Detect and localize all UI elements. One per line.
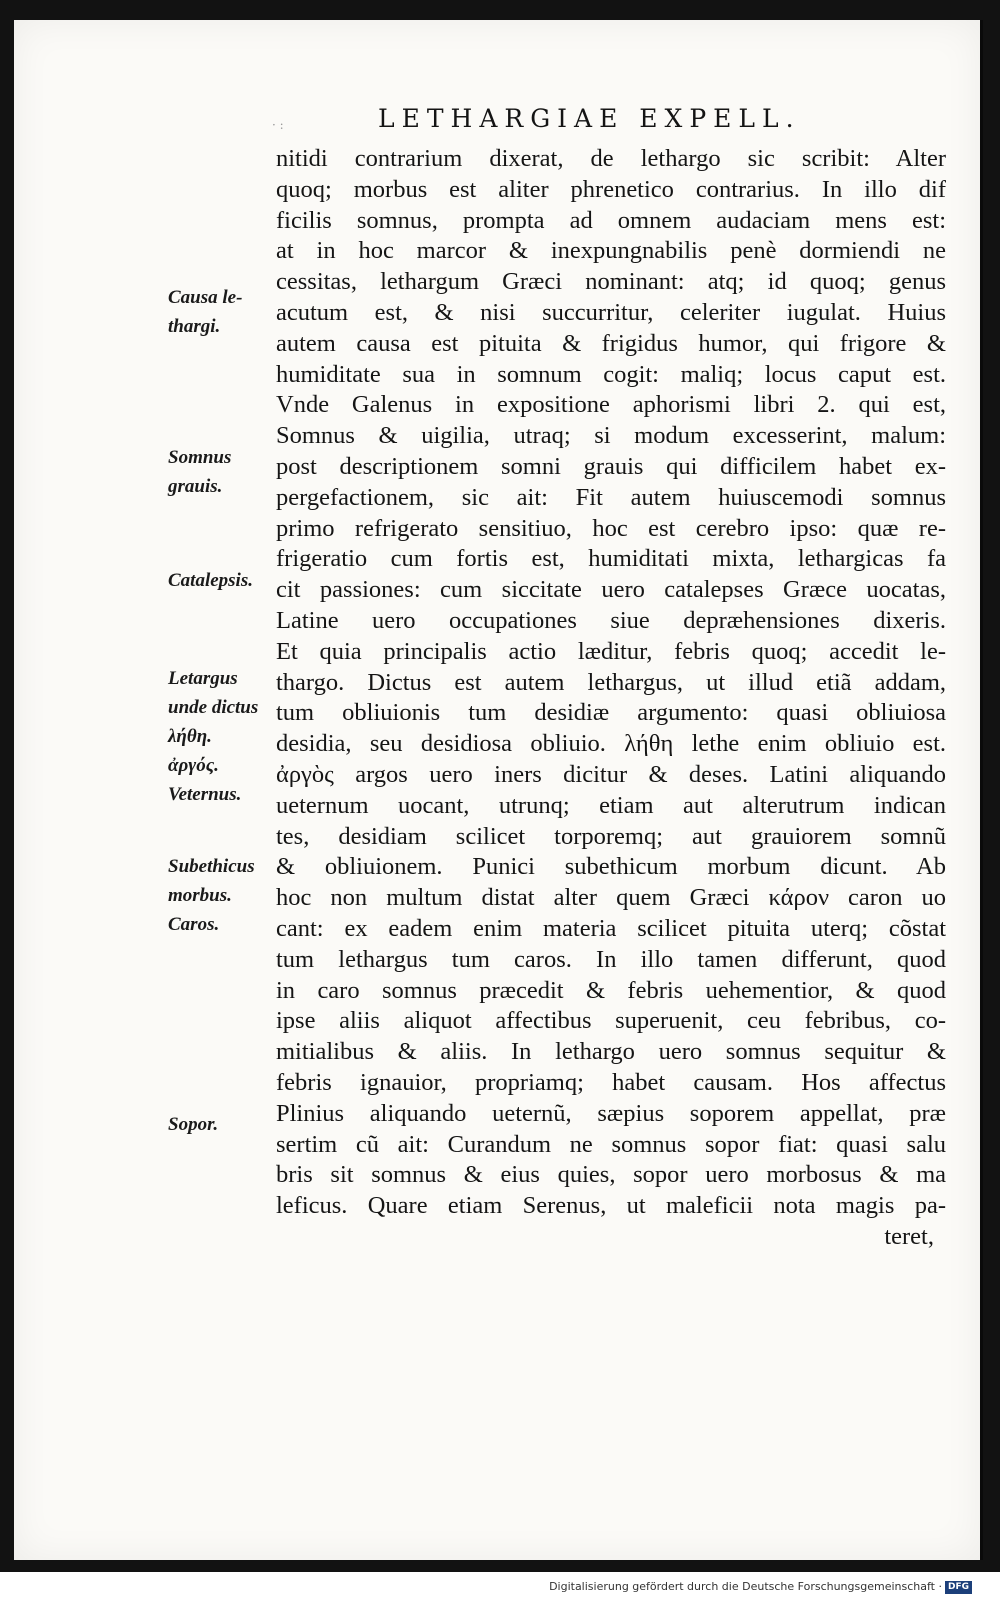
margin-note-catalepsis: Catalepsis. xyxy=(168,570,253,591)
margin-note-causa-lethargi: Causa le- thargi. xyxy=(168,287,243,337)
text-line: frigeratio cum fortis est, humiditati mixta, lethargicas fa xyxy=(276,545,946,573)
text-line: tes, desidiam scilicet torporemq; aut grauiorem somnũ xyxy=(276,822,946,850)
text-line: quoq; morbus est aliter phrenetico contrarius. In illo dif xyxy=(276,175,946,203)
digitization-credit xyxy=(549,1580,972,1594)
text-line: teret, xyxy=(884,1222,934,1250)
text-line: post descriptionem somni grauis qui difficilem habet ex- xyxy=(276,452,946,480)
text-line: hoc non multum distat alter quem Græci κάρον caron uo xyxy=(276,884,946,912)
text-line: Et quia principalis actio læditur, febris quoq; accedit le- xyxy=(276,637,946,665)
margin-note-letargus: Letargus unde dictus λήθη. ἀργός. Veternus. xyxy=(168,668,259,805)
text-line: primo refrigerato sensitiuo, hoc est cerebro ipso: quæ re- xyxy=(276,514,946,542)
running-head: LETHARGIAE EXPELL. xyxy=(378,104,801,133)
text-line: Somnus & uigilia, utraq; si modum excesserint, malum: xyxy=(276,422,946,450)
text-line: sertim cũ ait: Curandum ne somnus sopor fiat: quasi salu xyxy=(276,1130,946,1158)
margin-note-somnus-grauis: Somnus grauis. xyxy=(168,447,232,497)
text-line: thargo. Dictus est autem lethargus, ut illud etiã addam, xyxy=(276,668,946,696)
dfg-logo: DFG xyxy=(945,1581,972,1594)
text-line: leficus. Quare etiam Serenus, ut maleficii nota magis pa- xyxy=(276,1192,946,1220)
text-line: desidia, seu desidiosa obliuio. λήθη lethe enim obliuio est. xyxy=(276,730,946,758)
text-line: at in hoc marcor & inexpungnabilis penè dormiendi ne xyxy=(276,237,946,265)
body-text-column xyxy=(276,144,946,1253)
text-line: in caro somnus præcedit & febris uehementior, & quod xyxy=(276,976,946,1004)
text-line: & obliuionem. Punici subethicum morbum dicunt. Ab xyxy=(276,853,946,881)
margin-notes xyxy=(0,0,270,1500)
text-line: mitialibus & aliis. In lethargo uero somnus sequitur & xyxy=(276,1038,946,1066)
text-line: ueternum uocant, utrunq; etiam aut alterutrum indican xyxy=(276,791,946,819)
text-line: ficilis somnus, prompta ad omnem audaciam mens est: xyxy=(276,206,946,234)
margin-note-subethicus: Subethicus morbus. Caros. xyxy=(168,856,255,935)
text-line: febris ignauior, propriamq; habet causam. Hos affectus xyxy=(276,1068,946,1096)
text-line: tum lethargus tum caros. In illo tamen differunt, quod xyxy=(276,945,946,973)
text-line: acutum est, & nisi succurritur, celeriter iugulat. Huius xyxy=(276,298,946,326)
credit-text: Digitalisierung gefördert durch die Deutsche Forschungsgemeinschaft · xyxy=(549,1580,942,1593)
text-line: ἀργὸς argos uero iners dicitur & deses. Latini aliquando xyxy=(276,760,946,788)
text-line: pergefactionem, sic ait: Fit autem huiuscemodi somnus xyxy=(276,483,946,511)
text-line: Plinius aliquando ueternũ, sæpius soporem appellat, præ xyxy=(276,1099,946,1127)
text-line: cant: ex eadem enim materia scilicet pituita uterq; cõstat xyxy=(276,914,946,942)
text-line: tum obliuionis tum desidiæ argumento: quasi obliuiosa xyxy=(276,699,946,727)
text-line: bris sit somnus & eius quies, sopor uero morbosus & ma xyxy=(276,1161,946,1189)
text-line: cessitas, lethargum Græci nominant: atq; id quoq; genus xyxy=(276,268,946,296)
text-line: ipse aliis aliquot affectibus superuenit, ceu febribus, co- xyxy=(276,1007,946,1035)
text-line: Latine uero occupationes siue depræhensiones dixeris. xyxy=(276,606,946,634)
text-line: cit passiones: cum siccitate uero catalepses Græce uocatas, xyxy=(276,576,946,604)
text-line: humiditate sua in somnum cogit: maliq; locus caput est. xyxy=(276,360,946,388)
text-line: Vnde Galenus in expositione aphorismi libri 2. qui est, xyxy=(276,391,946,419)
ink-speck: · : xyxy=(272,118,284,132)
margin-note-sopor: Sopor. xyxy=(168,1114,219,1135)
text-line: autem causa est pituita & frigidus humor, qui frigore & xyxy=(276,329,946,357)
text-line: nitidi contrarium dixerat, de lethargo sic scribit: Alter xyxy=(276,145,946,172)
